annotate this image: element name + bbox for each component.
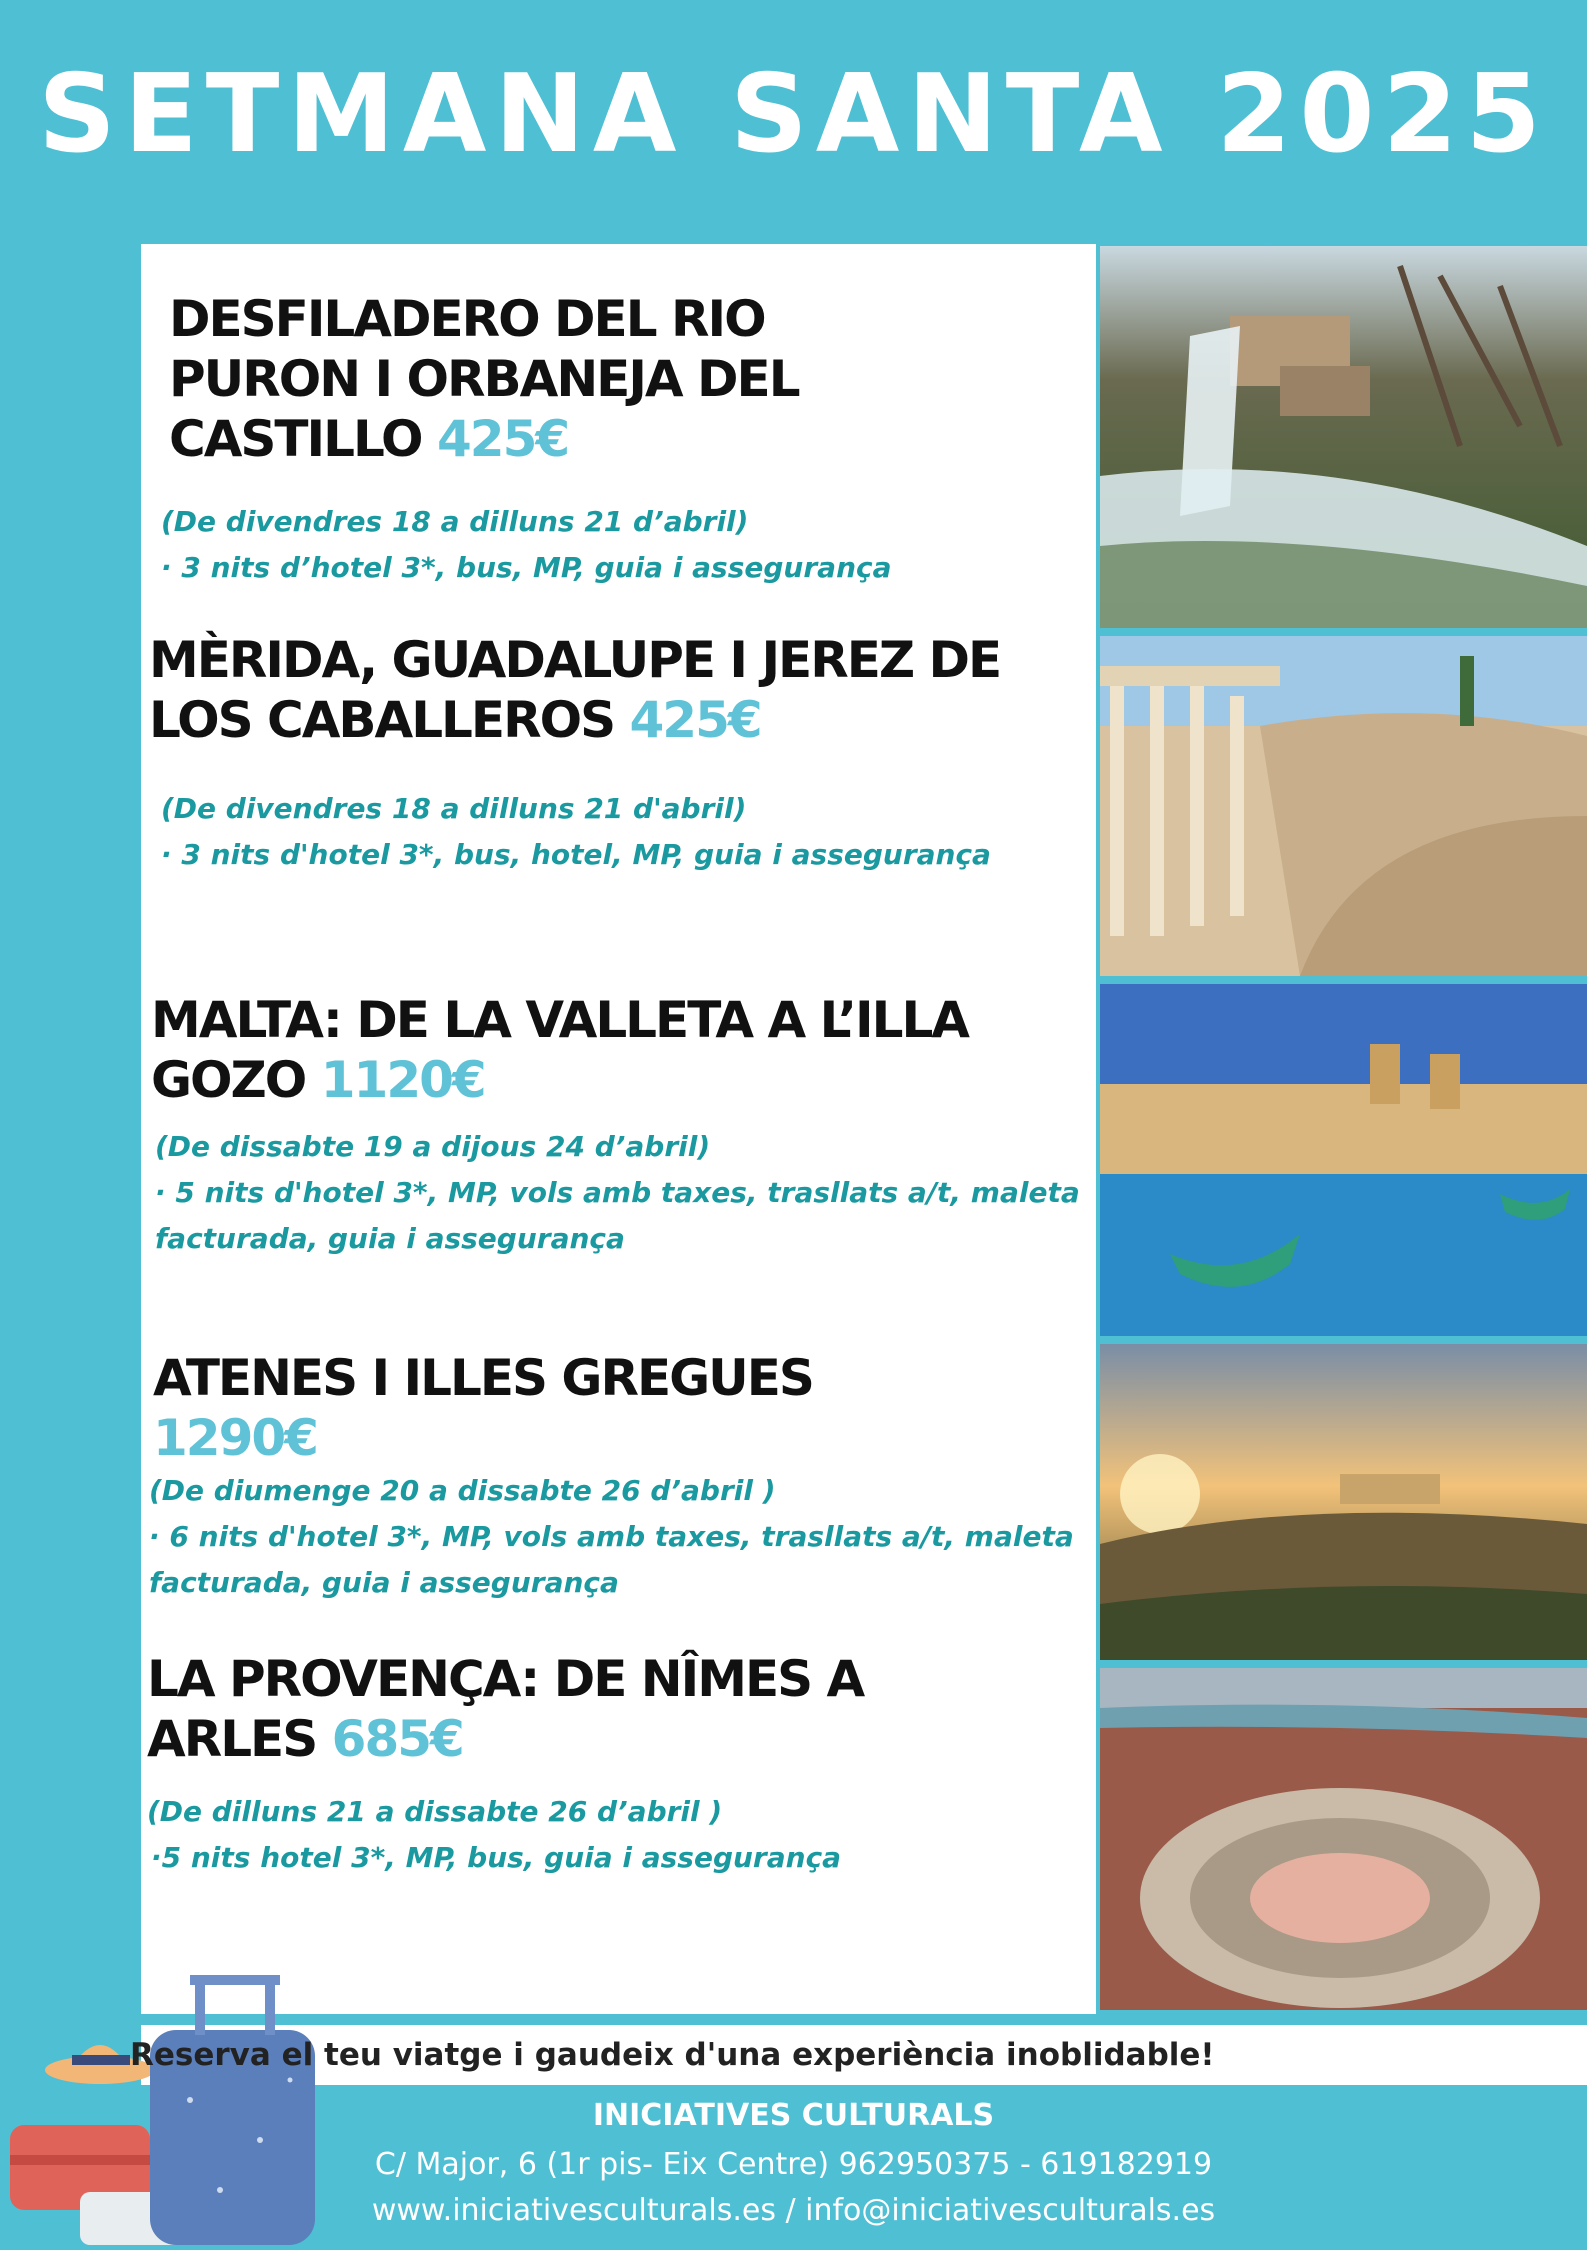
trip-3	[141, 990, 1096, 1262]
trip-dates: (De divendres 18 a dilluns 21 d’abril)	[161, 505, 749, 538]
trip-4	[141, 1348, 1096, 1606]
photo-roman-theatre	[1100, 636, 1587, 976]
trip-1	[141, 289, 1096, 591]
trip-dates: (De divendres 18 a dilluns 21 d'abril)	[161, 792, 747, 825]
page-title: SETMANA SANTA 2025	[38, 52, 1549, 177]
photo-athens-acropolis	[1100, 1344, 1587, 1660]
trip-title: DESFILADERO DEL RIO PURON I ORBANEJA DEL CASTILLO 425€	[169, 290, 799, 468]
trip-details: · 6 nits d'hotel 3*, MP, vols amb taxes, trasllats a/t, maleta facturada, guia i assegurança	[149, 1520, 1074, 1599]
trip-details: ·5 nits hotel 3*, MP, bus, guia i assegurança	[151, 1841, 842, 1874]
trip-2	[141, 630, 1096, 878]
footer-address: C/ Major, 6 (1r pis- Eix Centre) 962950375 - 619182919	[374, 2147, 1213, 2182]
trip-price: 425€	[436, 410, 569, 468]
trip-title: MALTA: DE LA VALLETA A L’ILLA GOZO 1120€	[151, 991, 968, 1109]
trips-panel	[141, 244, 1096, 2014]
trip-details: · 3 nits d'hotel 3*, bus, hotel, MP, guia i assegurança	[161, 838, 991, 871]
trip-price: 1290€	[153, 1409, 317, 1467]
footer-org: INICIATIVES CULTURALS	[592, 2098, 995, 2133]
accent-line	[141, 2014, 1429, 2025]
trip-details: · 3 nits d’hotel 3*, bus, MP, guia i assegurança	[161, 551, 892, 584]
photo-arles-arena	[1100, 1668, 1587, 2010]
trip-price: 425€	[629, 691, 761, 749]
footer-web-email[interactable]: www.iniciativesculturals.es / info@iniciativesculturals.es	[371, 2193, 1216, 2228]
trip-title: MÈRIDA, GUADALUPE I JEREZ DE LOS CABALLEROS 425€	[149, 631, 1001, 749]
trip-price: 685€	[331, 1710, 463, 1768]
call-to-action: Reserva el teu viatge i gaudeix d'una experiència inoblidable!	[130, 2037, 1215, 2073]
trip-dates: (De dissabte 19 a dijous 24 d’abril)	[155, 1130, 711, 1163]
trip-price: 1120€	[320, 1051, 485, 1109]
photo-waterfall	[1100, 246, 1587, 628]
trip-title: ATENES I ILLES GREGUES 1290€	[153, 1349, 813, 1467]
trip-dates: (De dilluns 21 a dissabte 26 d’abril )	[147, 1795, 723, 1828]
trip-title: LA PROVENÇA: DE NÎMES A ARLES 685€	[147, 1650, 864, 1768]
luggage-illustration-icon	[0, 1960, 330, 2245]
photo-malta-harbour	[1100, 984, 1587, 1336]
trip-5	[141, 1649, 1096, 1881]
trip-details: · 5 nits d'hotel 3*, MP, vols amb taxes, trasllats a/t, maleta facturada, guia i assegurança	[155, 1176, 1080, 1255]
trip-dates: (De diumenge 20 a dissabte 26 d’abril )	[149, 1474, 776, 1507]
